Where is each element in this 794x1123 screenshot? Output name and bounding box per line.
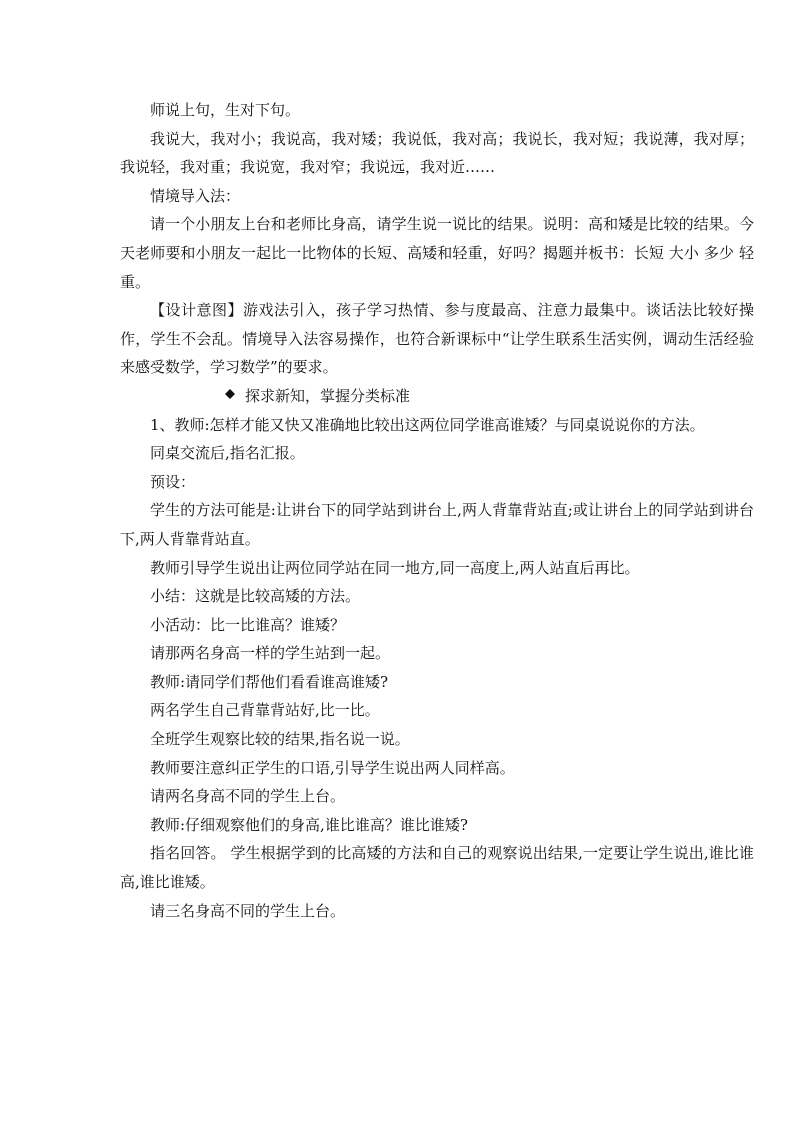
paragraph-step-2: 同桌交流后,指名汇报。 — [150, 444, 305, 463]
paragraph-step-16: 请三名身高不同的学生上台。 — [150, 901, 346, 920]
paragraph-step-4: 学生的方法可能是:让讲台下的同学站到讲台上,两人背靠背站直;或让讲台上的同学站到讲台下,两人背靠背站直。 — [120, 501, 754, 548]
paragraph-step-7: 小活动：比一比谁高？谁矮？ — [150, 615, 346, 634]
paragraph-opposites: 我说大，我对小；我说高，我对矮；我说低，我对高；我说长，我对短；我说薄，我对厚；我说轻，我对重；我说宽，我对窄；我说远，我对近…… — [120, 129, 754, 177]
document-page — [120, 96, 754, 925]
paragraph-step-15: 指名回答。 学生根据学到的比高矮的方法和自己的观察说出结果,一定要让学生说出,谁比谁高,谁比谁矮。 — [120, 844, 754, 892]
paragraph-step-13: 请两名身高不同的学生上台。 — [150, 787, 346, 806]
paragraph-step-10: 两名学生自己背靠背站好,比一比。 — [150, 701, 380, 720]
paragraph-step-3: 预设： — [150, 472, 196, 491]
paragraph-step-14: 教师:仔细观察他们的身高,谁比谁高？谁比谁矮? — [150, 815, 468, 834]
paragraph-step-5: 教师引导学生说出让两位同学站在同一地方,同一高度上,两人站直后再比。 — [150, 558, 640, 577]
paragraph-step-9: 教师:请同学们帮他们看看谁高谁矮? — [150, 672, 389, 691]
section-heading-text: 探求新知，掌握分类标准 — [245, 386, 411, 405]
paragraph-step-8: 请那两名身高一样的学生站到一起。 — [150, 644, 391, 663]
paragraph-situation-heading: 情境导入法： — [150, 186, 241, 205]
paragraph-intro-rule: 师说上句，生对下句。 — [150, 101, 301, 119]
paragraph-design-intent: 【设计意图】游戏法引入，孩子学习热情、参与度最高、注意力最集中。谈话法比较好操作，学生不会乱。情境导入法容易操作，也符合新课标中“让学生联系生活实例，调动生活经验来感受数学，学习数学”的要求。 — [120, 301, 754, 377]
section-heading — [120, 382, 754, 411]
paragraph-situation: 请一个小朋友上台和老师比身高，请学生说一说比的结果。说明：高和矮是比较的结果。今天老师要和小朋友一起比一比物体的长短、高矮和轻重，好吗？揭题并板书：长短 大小 多少 轻重。 — [120, 215, 754, 291]
diamond-bullet-icon — [225, 389, 235, 394]
paragraph-step-6: 小结：这就是比较高矮的方法。 — [150, 587, 361, 606]
paragraph-step-11: 全班学生观察比较的结果,指名说一说。 — [150, 730, 410, 749]
paragraph-step-1: 1、教师:怎样才能又快又准确地比较出这两位同学谁高谁矮？与同桌说说你的方法。 — [150, 415, 705, 434]
paragraph-step-12: 教师要注意纠正学生的口语,引导学生说出两人同样高。 — [150, 758, 515, 777]
